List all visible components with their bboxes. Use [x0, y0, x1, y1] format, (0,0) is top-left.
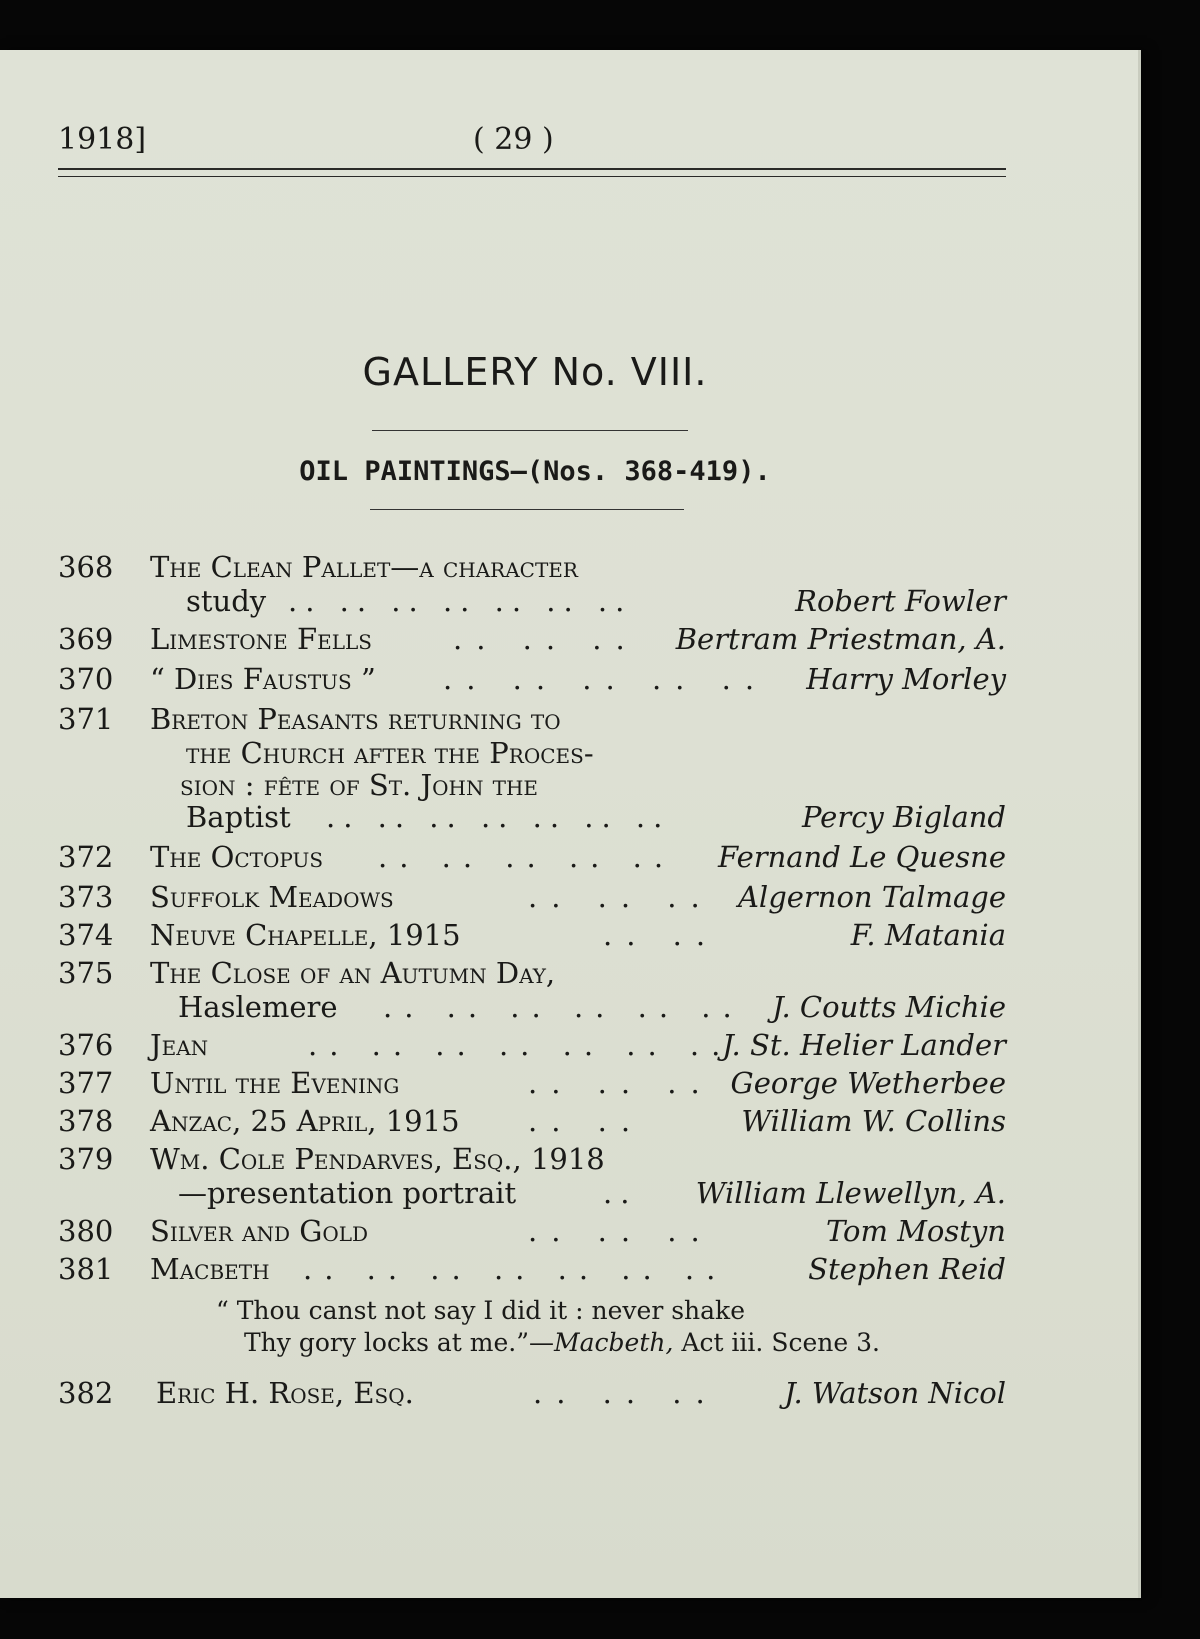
catalogue-page — [0, 50, 1141, 1598]
entry-artist: Percy Bigland — [801, 800, 1006, 834]
entry-title: Eric H. Rose, Esq. — [156, 1376, 414, 1410]
entry-title: Suffolk Meadows — [150, 880, 394, 914]
entry-continuation: Haslemere — [178, 990, 338, 1024]
catalogue-entry-370 — [58, 662, 1006, 702]
title-rule-bottom — [370, 509, 684, 510]
entry-number: 378 — [58, 1104, 114, 1138]
entry-title: The Clean Pallet—a character — [150, 550, 578, 584]
dot-leader: .. — [603, 1176, 638, 1210]
entry-artist: George Wetherbee — [730, 1066, 1006, 1100]
entry-number: 379 — [58, 1142, 114, 1176]
catalogue-entry-371-line4 — [58, 800, 1006, 840]
quote-attribution — [244, 1328, 880, 1357]
dot-leader: .. .. .. .. .. .. — [383, 990, 744, 1024]
entry-number: 372 — [58, 840, 114, 874]
entry-artist: F. Matania — [850, 918, 1006, 952]
quote-text: Thy gory locks at me.”— — [244, 1328, 555, 1357]
quote-text: “ Thou canst not say I did it : never shake — [216, 1296, 746, 1325]
dot-leader: .. .. .. — [528, 1214, 714, 1248]
entry-title: Jean — [150, 1028, 209, 1062]
entry-artist: Stephen Reid — [808, 1252, 1006, 1286]
entry-title: Anzac, 25 April, 1915 — [150, 1104, 460, 1138]
entry-number: 377 — [58, 1066, 114, 1100]
dot-leader: .. .. — [603, 918, 720, 952]
gallery-title: GALLERY No. VIII. — [362, 350, 708, 394]
catalogue-entry-375-line2 — [58, 990, 1006, 1030]
dot-leader: .. .. .. .. .. .. .. — [308, 1028, 733, 1062]
entry-title: Limestone Fells — [150, 622, 372, 656]
catalogue-entry-373 — [58, 880, 1006, 920]
entry-title: Until the Evening — [150, 1066, 400, 1100]
entry-artist: Robert Fowler — [795, 584, 1006, 618]
entry-artist: J. Watson Nicol — [784, 1376, 1006, 1410]
dot-leader: .. .. .. — [533, 1376, 719, 1410]
catalogue-entry-380 — [58, 1214, 1006, 1254]
catalogue-entry-369 — [58, 622, 1006, 662]
entry-artist: Algernon Talmage — [737, 880, 1006, 914]
entry-title: Wm. Cole Pendarves, Esq., 1918 — [150, 1142, 605, 1176]
catalogue-entry-378 — [58, 1104, 1006, 1144]
dot-leader: .. .. .. — [528, 880, 714, 914]
entry-number: 376 — [58, 1028, 114, 1062]
entry-title: The Close of an Autumn Day, — [150, 956, 556, 990]
entry-number: 374 — [58, 918, 114, 952]
entry-continuation: the Church after the Proces- — [186, 736, 594, 770]
entry-artist: Harry Morley — [806, 662, 1006, 696]
entry-artist: William Llewellyn, A. — [695, 1176, 1006, 1210]
dot-leader: .. .. .. .. .. — [443, 662, 769, 696]
entry-title: Macbeth — [150, 1252, 270, 1286]
entry-number: 381 — [58, 1252, 114, 1286]
dot-leader: .. .. .. .. .. .. .. — [326, 800, 671, 834]
catalogue-entry-368-line2 — [58, 584, 1006, 624]
catalogue-entry-377 — [58, 1066, 1006, 1106]
page-number: ( 29 ) — [473, 122, 554, 157]
quote-reference: Act iii. Scene 3. — [673, 1328, 880, 1357]
catalogue-entry-374 — [58, 918, 1006, 958]
entry-artist: Tom Mostyn — [825, 1214, 1006, 1248]
entry-title: “ Dies Faustus ” — [150, 662, 376, 696]
entry-continuation: study — [186, 584, 267, 618]
entry-artist: William W. Collins — [741, 1104, 1006, 1138]
entry-number: 382 — [58, 1376, 114, 1410]
catalogue-entry-382 — [58, 1376, 1006, 1416]
catalogue-entry-381 — [58, 1252, 1006, 1292]
entry-continuation: —presentation portrait — [178, 1176, 517, 1210]
dot-leader: .. .. .. .. .. .. .. — [288, 584, 633, 618]
entry-continuation: Baptist — [186, 800, 291, 834]
header-year: 1918] — [58, 122, 147, 157]
catalogue-entry-372 — [58, 840, 1006, 880]
quote-source: Macbeth, — [554, 1328, 674, 1357]
header-rule — [58, 168, 1006, 177]
entry-number: 370 — [58, 662, 114, 696]
entry-title: Silver and Gold — [150, 1214, 369, 1248]
entry-number: 375 — [58, 956, 114, 990]
entry-continuation: sion : fête of St. John the — [180, 768, 539, 802]
section-subtitle: OIL PAINTINGS—(Nos. 368-419). — [299, 456, 771, 487]
entry-number: 371 — [58, 702, 114, 736]
dot-leader: .. .. .. — [453, 622, 639, 656]
entry-number: 380 — [58, 1214, 114, 1248]
catalogue-entry-376 — [58, 1028, 1006, 1068]
dot-leader: .. .. .. .. .. .. .. — [303, 1252, 728, 1286]
entry-title: Breton Peasants returning to — [150, 702, 561, 736]
dot-leader: .. .. .. .. .. — [378, 840, 676, 874]
quote-line-2 — [58, 1328, 1006, 1368]
entry-number: 368 — [58, 550, 114, 584]
entry-artist: Bertram Priestman, A. — [675, 622, 1006, 656]
entry-artist: J. St. Helier Lander — [722, 1028, 1006, 1062]
entry-number: 373 — [58, 880, 114, 914]
dot-leader: .. .. — [528, 1104, 645, 1138]
entry-number: 369 — [58, 622, 114, 656]
entry-title: The Octopus — [150, 840, 324, 874]
entry-title: Neuve Chapelle, 1915 — [150, 918, 461, 952]
entry-artist: Fernand Le Quesne — [718, 840, 1006, 874]
catalogue-entry-379-line2 — [58, 1176, 1006, 1216]
page-header — [58, 122, 1006, 162]
entry-artist: J. Coutts Michie — [772, 990, 1006, 1024]
dot-leader: .. .. .. — [528, 1066, 714, 1100]
title-rule-top — [372, 430, 688, 431]
